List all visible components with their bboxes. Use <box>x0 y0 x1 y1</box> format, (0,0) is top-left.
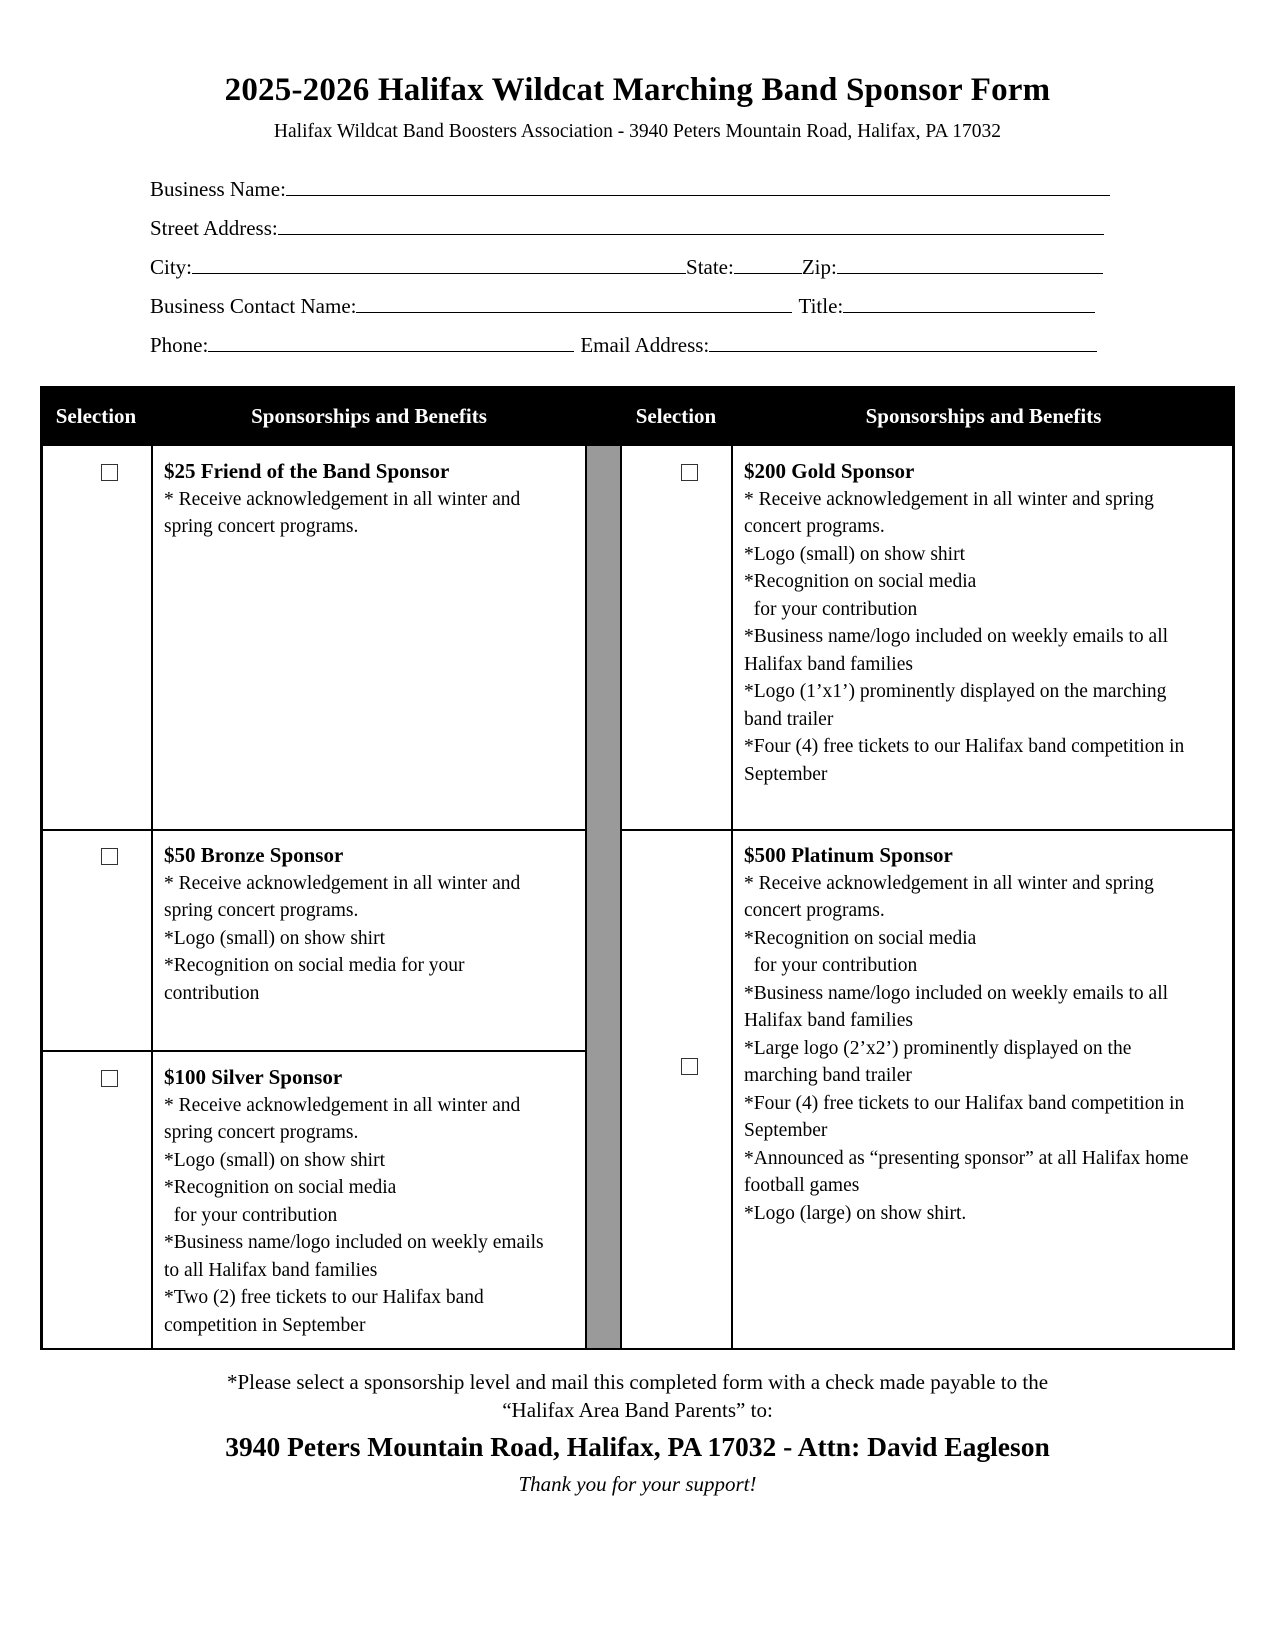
header-spacer <box>586 386 620 446</box>
bronze-sponsor-checkbox[interactable] <box>101 848 118 865</box>
bronze-sponsor-cell <box>164 842 520 1007</box>
street-address-row <box>150 216 1104 240</box>
benefit-line: band trailer <box>744 708 834 730</box>
row-divider <box>620 829 1235 831</box>
header-selection-right: Selection <box>620 386 732 446</box>
phone-label: Phone: <box>150 333 209 357</box>
benefit-line: *Four (4) free tickets to our Halifax band competition in <box>744 1092 1185 1114</box>
silver-sponsor-checkbox[interactable] <box>101 1070 118 1087</box>
friend-sponsor-checkbox[interactable] <box>101 464 118 481</box>
benefit-line: * Receive acknowledgement in all winter and spring <box>744 872 1154 894</box>
benefit-line: *Business name/logo included on weekly emails <box>164 1232 544 1253</box>
sponsor-title: $200 Gold Sponsor <box>744 459 915 483</box>
benefit-line: *Logo (large) on show shirt. <box>744 1202 967 1224</box>
benefit-line: *Logo (1’x1’) prominently displayed on the marching <box>744 681 1167 702</box>
benefit-line: to all Halifax band families <box>164 1259 378 1281</box>
benefit-line: contribution <box>164 982 260 1004</box>
benefit-line: *Announced as “presenting sponsor” at all Halifax home <box>744 1147 1189 1169</box>
sponsor-title: $100 Silver Sponsor <box>164 1065 343 1089</box>
form-title: 2025-2026 Halifax Wildcat Marching Band Sponsor Form <box>224 72 1051 108</box>
benefit-line: September <box>744 1120 828 1141</box>
mailing-address: 3940 Peters Mountain Road, Halifax, PA 17032 - Attn: David Eagleson <box>225 1431 1050 1462</box>
contact-name-label: Business Contact Name: <box>150 294 357 318</box>
row-divider <box>40 829 586 831</box>
column-separator <box>586 446 620 1350</box>
sponsor-title: $25 Friend of the Band Sponsor <box>164 459 450 483</box>
row-divider <box>40 1050 586 1052</box>
phone-email-row <box>150 333 1097 357</box>
table-border-right <box>1232 446 1235 1350</box>
benefit-line: *Logo (small) on show shirt <box>164 1149 385 1171</box>
business-name-label: Business Name: <box>150 177 286 201</box>
thank-you-note: Thank you for your support! <box>518 1472 757 1496</box>
title-field[interactable] <box>843 295 1095 313</box>
header-selection-left: Selection <box>40 386 152 446</box>
state-field[interactable] <box>734 256 802 274</box>
benefit-line: *Recognition on social media <box>744 571 977 592</box>
benefit-line: marching band trailer <box>744 1065 912 1086</box>
benefit-line: concert programs. <box>744 516 885 537</box>
benefit-line: *Large logo (2’x2’) prominently displayed on the <box>744 1037 1132 1059</box>
zip-field[interactable] <box>837 256 1103 274</box>
benefit-line: concert programs. <box>744 900 885 921</box>
sponsor-title: $500 Platinum Sponsor <box>744 843 953 867</box>
table-divider <box>731 446 733 1350</box>
benefit-line: *Logo (small) on show shirt <box>744 543 965 565</box>
street-address-label: Street Address: <box>150 216 278 240</box>
instruction-line-1: *Please select a sponsorship level and mail this completed form with a check made payable to the <box>226 1370 1049 1394</box>
business-name-row <box>150 177 1110 201</box>
gold-sponsor-checkbox[interactable] <box>681 464 698 481</box>
benefit-line: September <box>744 763 828 785</box>
table-divider <box>585 446 587 1350</box>
sponsor-table <box>40 386 1235 1350</box>
platinum-sponsor-checkbox[interactable] <box>681 1058 698 1075</box>
benefit-line: competition in September <box>164 1314 366 1336</box>
table-divider <box>620 446 622 1350</box>
table-border-left <box>40 446 43 1350</box>
table-border-bottom <box>40 1348 1235 1350</box>
state-label: State: <box>686 255 734 279</box>
zip-label: Zip: <box>801 255 837 279</box>
benefit-line: spring concert programs. <box>164 516 359 537</box>
street-address-field[interactable] <box>278 217 1104 235</box>
city-field[interactable] <box>192 256 686 274</box>
email-field[interactable] <box>709 334 1097 352</box>
benefit-line: *Business name/logo included on weekly emails to all <box>744 626 1169 647</box>
benefit-line: spring concert programs. <box>164 1122 359 1143</box>
benefit-line: for your contribution <box>164 1204 338 1226</box>
platinum-sponsor-cell <box>744 842 1189 1227</box>
benefit-line: for your contribution <box>744 955 918 976</box>
gold-sponsor-cell <box>744 458 1184 788</box>
mailing-instructions <box>0 1368 1275 1424</box>
title-label: Title: <box>798 294 844 318</box>
benefit-line: *Four (4) free tickets to our Halifax band competition in <box>744 736 1185 757</box>
header-benefits-left: Sponsorships and Benefits <box>152 386 586 446</box>
benefit-line: Halifax band families <box>744 1010 913 1031</box>
form-subtitle: Halifax Wildcat Band Boosters Association - 3940 Peters Mountain Road, Halifax, PA 17032 <box>273 121 1002 142</box>
benefit-line: * Receive acknowledgement in all winter and <box>164 1094 521 1116</box>
benefit-line: * Receive acknowledgement in all winter and <box>164 872 521 894</box>
benefit-line: *Recognition on social media for your <box>164 955 465 976</box>
contact-title-row <box>150 294 1095 318</box>
business-name-field[interactable] <box>286 178 1110 196</box>
benefit-line: *Logo (small) on show shirt <box>164 927 385 949</box>
benefit-line: *Business name/logo included on weekly emails to all <box>744 982 1169 1004</box>
instruction-line-2: “Halifax Area Band Parents” to: <box>502 1398 773 1422</box>
benefit-line: * Receive acknowledgement in all winter and <box>164 488 521 510</box>
table-divider <box>151 446 153 1350</box>
email-label: Email Address: <box>580 333 710 357</box>
phone-field[interactable] <box>208 334 574 352</box>
benefit-line: *Recognition on social media <box>744 927 977 949</box>
sponsor-title: $50 Bronze Sponsor <box>164 843 344 867</box>
contact-name-field[interactable] <box>356 295 792 313</box>
benefit-line: for your contribution <box>744 598 918 620</box>
benefit-line: Halifax band families <box>744 653 913 675</box>
benefit-line: *Recognition on social media <box>164 1177 397 1198</box>
silver-sponsor-cell <box>164 1064 544 1339</box>
city-label: City: <box>150 255 193 279</box>
header-benefits-right: Sponsorships and Benefits <box>732 386 1235 446</box>
city-state-zip-row <box>150 255 1103 279</box>
benefit-line: spring concert programs. <box>164 900 359 921</box>
friend-sponsor-cell <box>164 458 520 541</box>
benefit-line: * Receive acknowledgement in all winter and spring <box>744 488 1154 510</box>
benefit-line: *Two (2) free tickets to our Halifax band <box>164 1287 484 1308</box>
benefit-line: football games <box>744 1175 860 1196</box>
